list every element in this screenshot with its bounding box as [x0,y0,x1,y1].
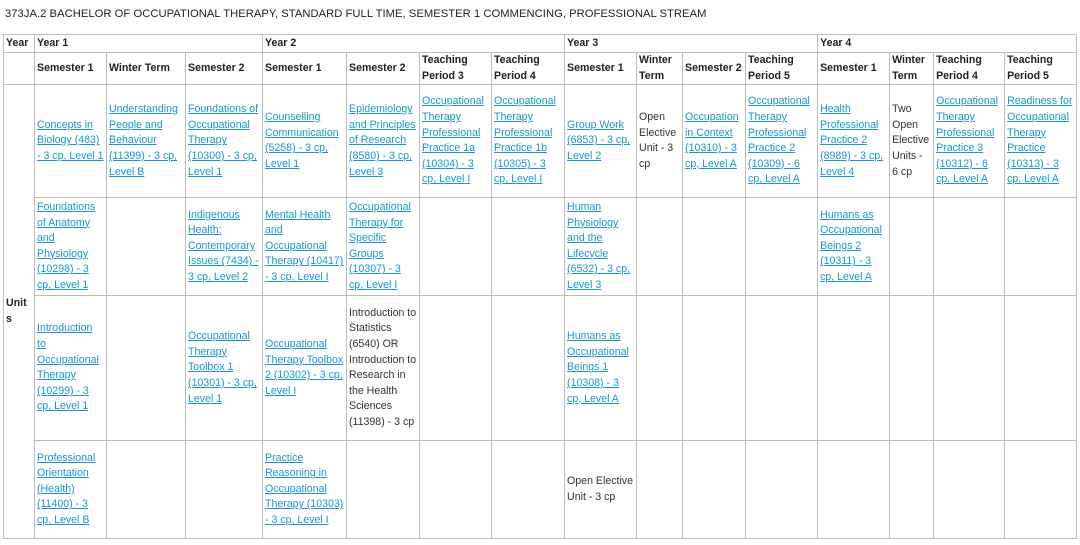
unit-cell [263,198,347,296]
period-header: Teaching Period 3 [420,53,492,85]
unit-link[interactable]: Occupational Therapy Professional Practice 1b (10305) - 3 cp, Level I [494,95,556,186]
unit-cell [565,441,637,539]
units-row-label: Units [4,85,35,539]
period-header: Teaching Period 5 [746,53,818,85]
unit-link[interactable]: Introduction to Occupational Therapy (10299) - 3 cp, Level 1 [37,322,99,413]
unit-cell [683,296,746,441]
unit-cell [107,85,186,198]
unit-cell [818,296,890,441]
unit-cell [107,198,186,296]
unit-link[interactable]: Counselling Communication (5258) - 3 cp, Level 1 [265,111,339,170]
unit-cell [35,198,107,296]
unit-cell [818,198,890,296]
unit-link[interactable]: Health Professional Practice 2 (8989) - 3 cp, Level 4 [820,103,884,178]
unit-cell [35,296,107,441]
unit-cell [347,198,420,296]
unit-text: Introduction to Statistics (6540) OR Introduction to Research in the Health Sciences (11398) - 3 cp [349,306,417,428]
unit-link[interactable]: Foundations of Anatomy and Physiology (10298) - 3 cp, Level 1 [37,200,96,291]
unit-cell [107,296,186,441]
unit-link[interactable]: Occupational Therapy Toolbox 1 (10301) - 3 cp, Level 1 [188,330,257,405]
unit-cell [683,85,746,198]
year-header-row [4,35,1077,53]
period-header: Semester 2 [186,53,263,85]
unit-cell [565,296,637,441]
unit-cell [35,85,107,198]
unit-cell [683,198,746,296]
year-1-header: Year 1 [35,35,263,53]
unit-link[interactable]: Epidemiology and Principles of Research (8580) - 3 cp, Level 3 [349,103,416,178]
unit-cell [637,296,683,441]
year-corner-cell: Year [4,35,35,53]
period-header: Winter Term [107,53,186,85]
unit-cell [1005,296,1077,441]
period-header: Teaching Period 4 [492,53,565,85]
unit-link[interactable]: Readiness for Occupational Therapy Practice (10313) - 3 cp, Level A [1007,95,1073,186]
unit-cell [492,85,565,198]
unit-cell [934,296,1005,441]
period-header: Semester 1 [818,53,890,85]
year-4-header: Year 4 [818,35,1077,53]
unit-link[interactable]: Occupational Therapy for Specific Groups (10307) - 3 cp, Level I [349,200,411,291]
table-row [4,441,1077,539]
period-header: Semester 1 [565,53,637,85]
unit-link[interactable]: Occupation in Context (10310) - 3 cp, Level A [685,111,739,170]
unit-cell [683,441,746,539]
unit-cell [934,85,1005,198]
period-header-row [4,53,1077,85]
period-header: Semester 2 [347,53,420,85]
unit-cell [1005,85,1077,198]
unit-cell [818,85,890,198]
unit-cell [746,296,818,441]
unit-cell [890,198,934,296]
table-row [4,296,1077,441]
unit-cell [35,441,107,539]
unit-cell [186,85,263,198]
unit-link[interactable]: Professional Orientation (Health) (11400) - 3 cp, Level B [37,451,96,527]
unit-link[interactable]: Human Physiology and the Lifecycle (6532) - 3 cp, Level 3 [567,200,631,291]
unit-cell [186,296,263,441]
unit-cell [565,85,637,198]
unit-cell [263,296,347,441]
unit-link[interactable]: Foundations of Occupational Therapy (10300) - 3 cp, Level 1 [188,103,259,178]
unit-link[interactable]: Humans as Occupational Beings 2 (10311) - 3 cp, Level A [820,208,882,284]
unit-cell [347,296,420,441]
period-header: Teaching Period 4 [934,53,1005,85]
unit-cell [420,198,492,296]
unit-cell [420,85,492,198]
period-header: Semester 1 [35,53,107,85]
unit-cell [420,441,492,539]
unit-link[interactable]: Concepts in Biology (483) - 3 cp, Level 1 [37,118,104,162]
year-3-header: Year 3 [565,35,818,53]
unit-link[interactable]: Practice Reasoning in Occupational Therapy (10303) - 3 cp, Level I [265,451,344,527]
unit-link[interactable]: Occupational Therapy Toolbox 2 (10302) - 3 cp, Level I [265,338,344,397]
period-header: Winter Term [890,53,934,85]
unit-cell [263,85,347,198]
table-row [4,85,1077,198]
year-2-header: Year 2 [263,35,565,53]
period-header: Semester 1 [263,53,347,85]
unit-cell [186,441,263,539]
unit-link[interactable]: Group Work (6853) - 3 cp, Level 2 [567,118,631,162]
unit-cell [746,198,818,296]
period-corner-cell [4,53,35,85]
unit-cell [1005,441,1077,539]
unit-cell [818,441,890,539]
unit-link[interactable]: Occupational Therapy Professional Practice 1a (10304) - 3 cp, Level I [422,95,484,186]
unit-cell [107,441,186,539]
unit-link[interactable]: Occupational Therapy Professional Practice 3 (10312) - 6 cp, Level A [936,95,998,186]
unit-cell [347,85,420,198]
unit-cell [637,198,683,296]
unit-cell [746,441,818,539]
unit-cell [492,441,565,539]
unit-cell [263,441,347,539]
page-title: 373JA.2 BACHELOR OF OCCUPATIONAL THERAPY, STANDARD FULL TIME, SEMESTER 1 COMMENCING, PROFESSIONAL STREAM [5,8,707,20]
unit-cell [934,441,1005,539]
unit-cell [492,198,565,296]
unit-cell [1005,198,1077,296]
unit-cell [492,296,565,441]
unit-link[interactable]: Occupational Therapy Professional Practice 2 (10309) - 6 cp, Level A [748,95,810,186]
unit-cell [420,296,492,441]
period-header: Teaching Period 5 [1005,53,1077,85]
unit-link[interactable]: Mental Health and Occupational Therapy (10417) - 3 cp, Level I [265,208,344,284]
unit-cell [890,441,934,539]
unit-cell [637,85,683,198]
unit-cell [934,198,1005,296]
period-header: Semester 2 [683,53,746,85]
unit-cell [746,85,818,198]
unit-link[interactable]: Humans as Occupational Beings 1 (10308) - 3 cp, Level A [567,330,629,405]
unit-link[interactable]: Indigenous Health: Contemporary Issues (7434) - 3 cp, Level 2 [188,208,259,284]
unit-cell [186,198,263,296]
unit-cell [637,441,683,539]
table-row [4,198,1077,296]
unit-link[interactable]: Understanding People and Behaviour (11399) - 3 cp, Level B [109,103,178,178]
unit-text: Open Elective Unit - 3 cp [639,111,677,170]
unit-text: Open Elective Unit - 3 cp [567,475,633,503]
unit-text: Two Open Elective Units - 6 cp [892,103,930,178]
unit-cell [347,441,420,539]
unit-cell [565,198,637,296]
unit-cell [890,85,934,198]
period-header: Winter Term [637,53,683,85]
course-plan-table [3,34,1077,539]
unit-cell [890,296,934,441]
